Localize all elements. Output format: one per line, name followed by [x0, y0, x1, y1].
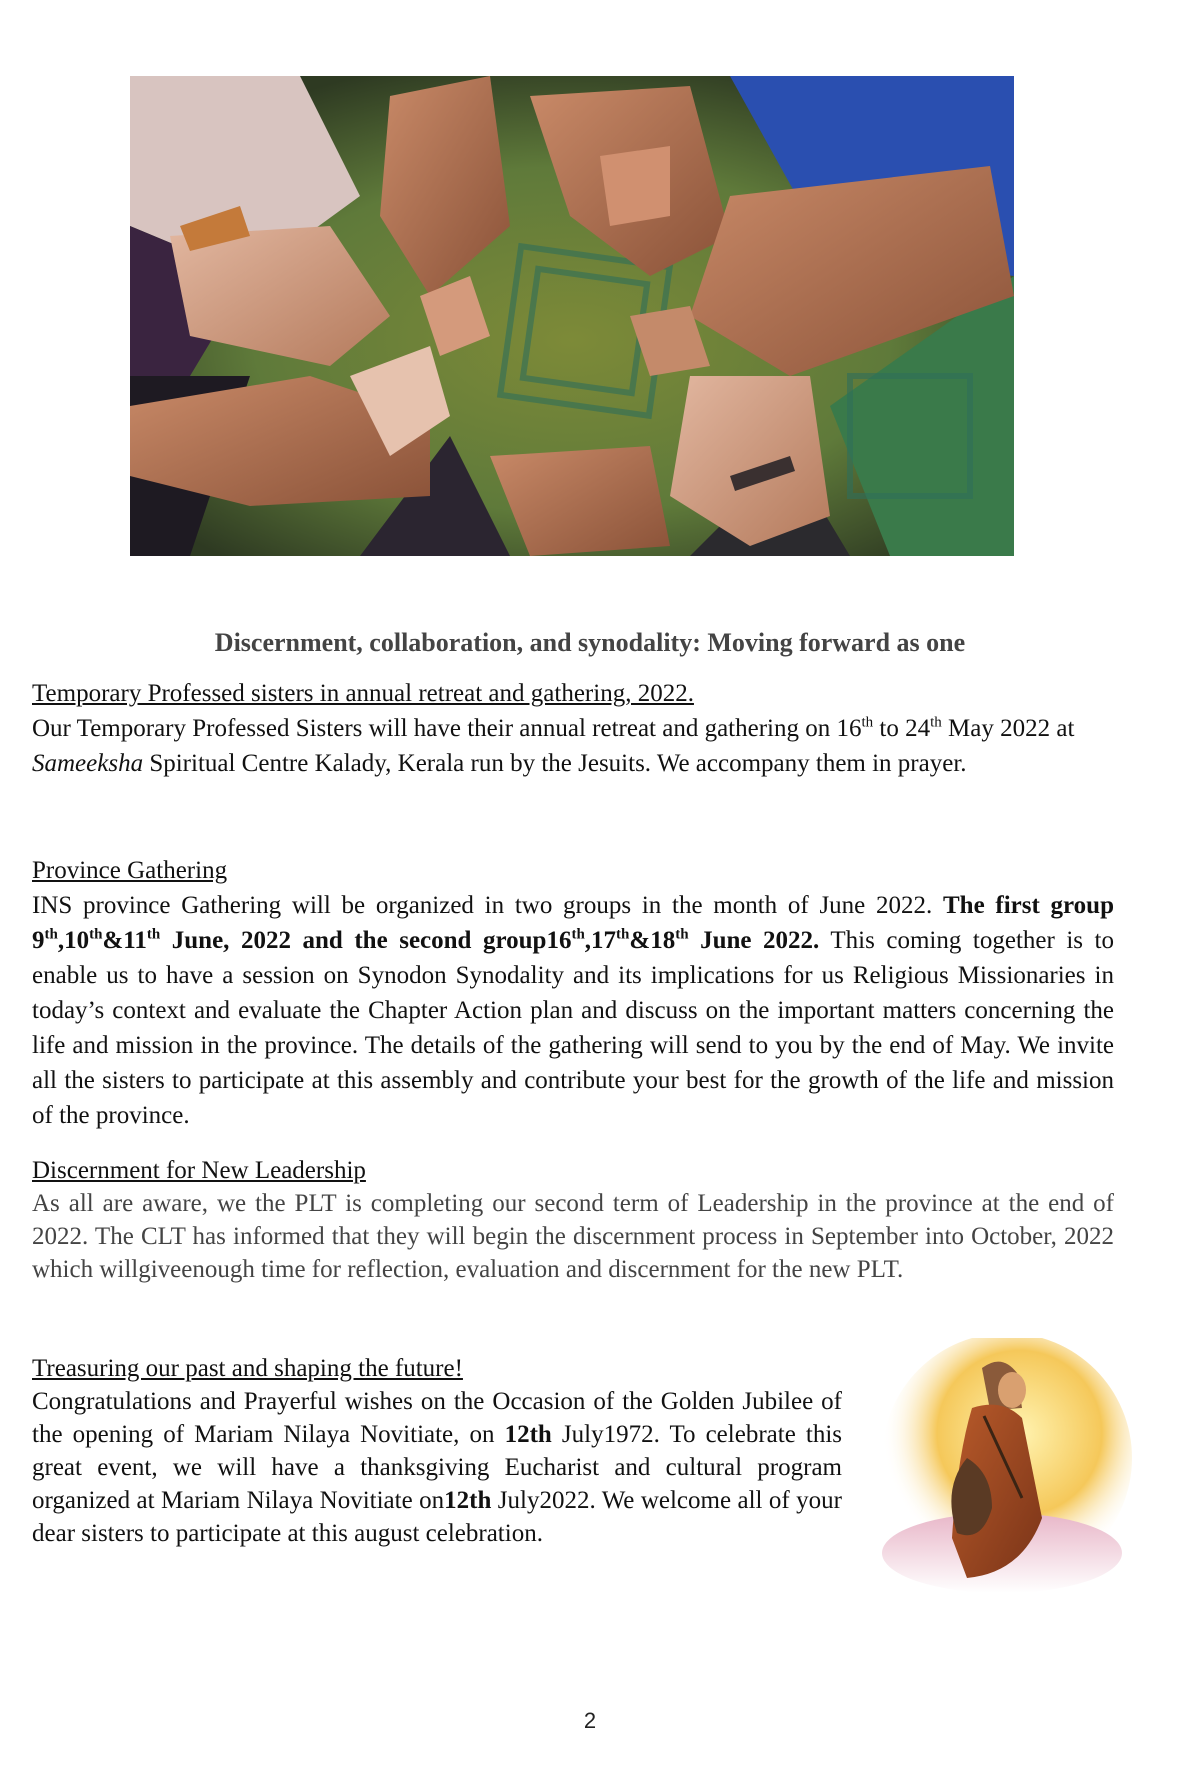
section-body: As all are aware, we the PLT is completing our second term of Leadership in the province at the end of 2022. The CLT has informed that they will begin the discernment process in September into October, 2022 which willgiveenough time for reflection, evaluation and discernment for the new PLT.: [32, 1190, 1114, 1283]
pilgrim-woman-image: [872, 1338, 1134, 1600]
section-title: Province Gathering: [32, 857, 228, 884]
section-temporary-professed: [32, 676, 1114, 781]
section-discernment-leadership: [32, 1154, 1114, 1286]
page-heading: Discernment, collaboration, and synodality: Moving forward as one: [214, 628, 966, 657]
section-body: Our Temporary Professed Sisters will have their annual retreat and gathering on 16th to 24th May 2022 at Sameeksha Spiritual Centre Kalady, Kerala run by the Jesuits. We accompany them in prayer.: [32, 714, 1075, 777]
pilgrim-woman-illustration: [872, 1338, 1134, 1600]
section-title: Treasuring our past and shaping the future!: [32, 1355, 463, 1382]
section-treasuring-past: [32, 1352, 842, 1550]
section-province-gathering: [32, 853, 1114, 1133]
hands-circle-image: [130, 76, 1014, 556]
section-title: Discernment for New Leadership: [32, 1157, 366, 1184]
page-number: 2: [583, 1708, 597, 1733]
section-body: INS province Gathering will be organized in two groups in the month of June 2022. The first group 9th,10th&11th June, 2022 and the second group16th,17th&18th June 2022. This coming together is to enable us to have a session on Synodon Synodality and its implications for us Religious Missionaries in today’s context and evaluate the Chapter Action plan and discuss on the important matters concerning the life and mission in the province. The details of the gathering will send to you by the end of May. We invite all the sisters to participate at this assembly and contribute your best for the growth of the life and mission of the province.: [32, 892, 1115, 1129]
hands-circle-photo: [130, 76, 1014, 556]
section-body: Congratulations and Prayerful wishes on the Occasion of the Golden Jubilee of the opening of Mariam Nilaya Novitiate, on 12th July1972. To celebrate this great event, we will have a thanksgiving Eucharist and cultural program organized at Mariam Nilaya Novitiate on12th July2022. We welcome all of your dear sisters to participate at this august celebration.: [32, 1388, 842, 1547]
section-title: Temporary Professed sisters in annual retreat and gathering, 2022.: [32, 680, 694, 707]
